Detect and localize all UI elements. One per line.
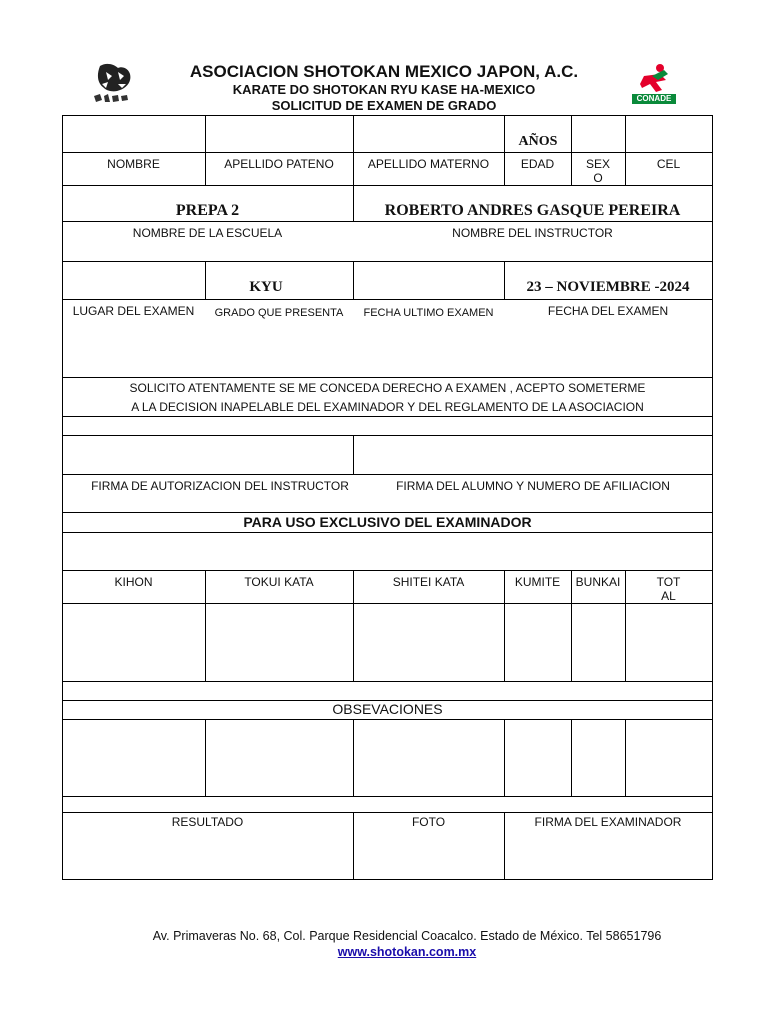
exam-date-value: 23 – NOVIEMBRE -2024 xyxy=(526,279,690,295)
request-line-1: SOLICITO ATENTAMENTE SE ME CONCEDA DERECHO A EXAMEN , ACEPTO SOMETERME xyxy=(129,381,646,395)
cel-label: CEL xyxy=(656,157,681,171)
nombre-label: NOMBRE xyxy=(107,157,160,171)
request-line-2: A LA DECISION INAPELABLE DEL EXAMINADOR Y DEL REGLAMENTO DE LA ASOCIACION xyxy=(131,400,644,414)
conade-logo-text: CONADE xyxy=(636,94,672,103)
examiner-signature-label: FIRMA DEL EXAMINADOR xyxy=(534,815,682,829)
total-label-line2: AL xyxy=(661,589,676,603)
resultado-label: RESULTADO xyxy=(171,815,244,829)
student-signature-label: FIRMA DEL ALUMNO Y NUMERO DE AFILIACION xyxy=(396,479,670,493)
total-label-line1: TOT xyxy=(656,575,681,589)
sexo-label-line1: SEX xyxy=(585,157,610,171)
sexo-label-line2: O xyxy=(593,171,603,185)
footer-address: Av. Primaveras No. 68, Col. Parque Residencial Coacalco. Estado de México. Tel 58651796 xyxy=(152,929,662,943)
fecha-examen-label: FECHA DEL EXAMEN xyxy=(547,304,669,318)
school-label: NOMBRE DE LA ESCUELA xyxy=(132,226,283,240)
lugar-examen-label: LUGAR DEL EXAMEN xyxy=(72,304,195,318)
form-title: SOLICITUD DE EXAMEN DE GRADO xyxy=(271,98,497,113)
examiner-heading: PARA USO EXCLUSIVO DEL EXAMINADOR xyxy=(243,514,532,530)
grado-presenta-label: GRADO QUE PRESENTA xyxy=(214,307,344,319)
shitei-kata-label: SHITEI KATA xyxy=(392,575,465,589)
tokui-kata-label: TOKUI KATA xyxy=(244,575,314,589)
website-link[interactable]: www.shotokan.com.mx xyxy=(337,945,477,959)
instructor-value: ROBERTO ANDRES GASQUE PEREIRA xyxy=(384,202,681,219)
school-value: PREPA 2 xyxy=(175,202,240,219)
association-title: ASOCIACION SHOTOKAN MEXICO JAPON, A.C. xyxy=(189,62,579,81)
grade-value: KYU xyxy=(249,279,283,295)
apellido-paterno-label: APELLIDO PATENO xyxy=(224,157,334,171)
apellido-materno-label: APELLIDO MATERNO xyxy=(367,157,490,171)
instructor-signature-label: FIRMA DE AUTORIZACION DEL INSTRUCTOR xyxy=(91,479,349,493)
anos-label: AÑOS xyxy=(518,134,558,149)
edad-label: EDAD xyxy=(520,157,555,171)
observations-heading: OBSEVACIONES xyxy=(332,701,443,717)
kihon-label: KIHON xyxy=(114,575,153,589)
instructor-label: NOMBRE DEL INSTRUCTOR xyxy=(452,226,613,240)
fecha-ultimo-examen-label: FECHA ULTIMO EXAMEN xyxy=(363,307,494,319)
kumite-label: KUMITE xyxy=(514,575,561,589)
conade-logo xyxy=(630,62,678,106)
bunkai-label: BUNKAI xyxy=(575,575,621,589)
karate-subtitle: KARATE DO SHOTOKAN RYU KASE HA-MEXICO xyxy=(232,82,536,97)
foto-label: FOTO xyxy=(411,815,446,829)
